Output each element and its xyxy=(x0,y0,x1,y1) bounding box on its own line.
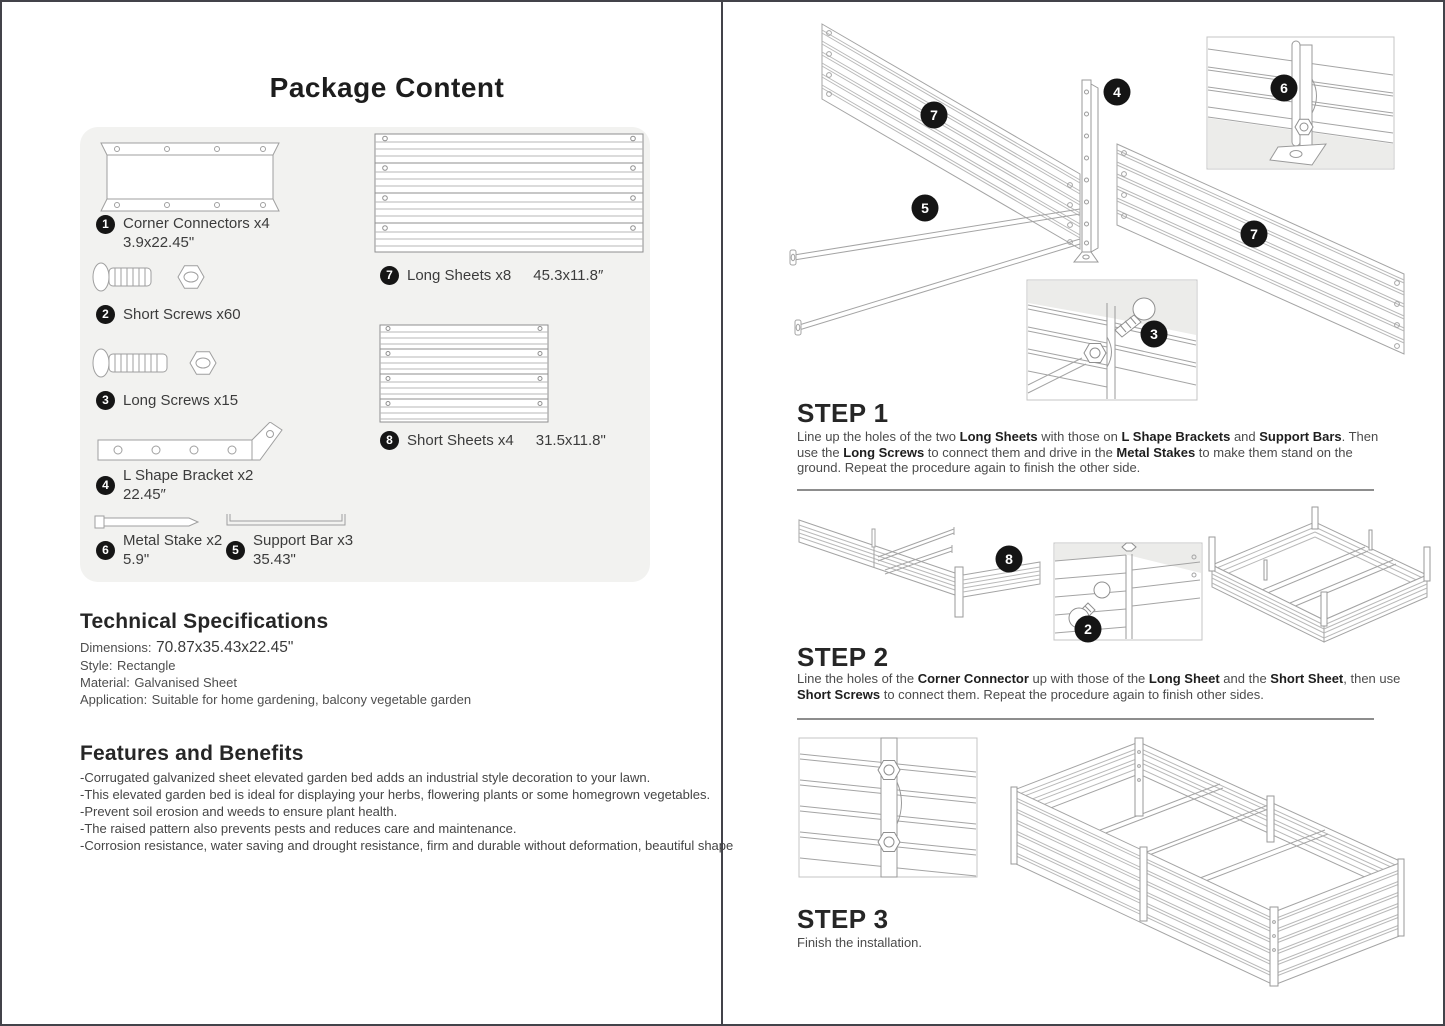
short-screw-drawing xyxy=(90,258,224,296)
callout-8 xyxy=(996,546,1023,573)
spec-row-application xyxy=(80,691,471,709)
step2-title: STEP 2 xyxy=(797,642,889,672)
spec-value: 70.87x35.43x22.45" xyxy=(155,639,294,656)
corner-connector-drawing xyxy=(95,139,285,215)
package-item xyxy=(96,532,222,568)
screw-detail-inset xyxy=(1027,280,1197,400)
item-number-badge: 6 xyxy=(96,541,115,560)
spec-label: Style: xyxy=(80,658,113,673)
assembled-ring xyxy=(1209,507,1430,642)
features-title: Features and Benefits xyxy=(80,742,304,765)
feature-item: -Corrosion resistance, water saving and drought resistance, firm and durable without deformation, beautiful shape xyxy=(80,838,734,853)
tech-specs-title: Technical Specifications xyxy=(80,610,329,633)
svg-text:6: 6 xyxy=(1280,80,1288,96)
step1-diagram xyxy=(730,7,1440,402)
step1-title: STEP 1 xyxy=(797,398,889,428)
svg-text:5: 5 xyxy=(921,200,929,216)
item-number-badge: 7 xyxy=(380,266,399,285)
package-item xyxy=(380,431,606,450)
metal-stake-drawing xyxy=(94,514,200,530)
package-item xyxy=(96,215,270,251)
long-screw-drawing xyxy=(90,344,224,382)
item-number-badge: 8 xyxy=(380,431,399,450)
svg-text:2: 2 xyxy=(1084,621,1092,637)
item-number-badge: 3 xyxy=(96,391,115,410)
item-name: Short Screws x60 xyxy=(123,306,241,323)
callout-5 xyxy=(912,195,939,222)
section-rule xyxy=(797,489,1374,491)
item-number-badge: 4 xyxy=(96,476,115,495)
item-dimension: 31.5x11.8" xyxy=(535,432,606,449)
long-sheets-drawing xyxy=(374,133,644,253)
step3-diagram xyxy=(785,732,1445,1009)
callout-2 xyxy=(1075,616,1102,643)
callout-6 xyxy=(1271,75,1298,102)
spec-label: Application: xyxy=(80,692,148,707)
feature-item: -The raised pattern also prevents pests and reduces care and maintenance. xyxy=(80,821,517,836)
callout-7-right xyxy=(1241,221,1268,248)
bracket-bolt-inset xyxy=(799,738,977,877)
package-item xyxy=(226,532,353,568)
item-name: L Shape Bracket x2 xyxy=(123,467,254,484)
svg-text:8: 8 xyxy=(1005,551,1013,567)
panel-divider xyxy=(721,2,723,1024)
item-number-badge: 5 xyxy=(226,541,245,560)
step3-title: STEP 3 xyxy=(797,904,889,934)
item-name: Short Sheets x4 xyxy=(407,432,514,449)
svg-text:7: 7 xyxy=(1250,226,1258,242)
item-number-badge: 1 xyxy=(96,215,115,234)
svg-text:3: 3 xyxy=(1150,326,1158,342)
spec-label: Dimensions: xyxy=(80,640,152,655)
feature-item: -Corrugated galvanized sheet elevated garden bed adds an industrial style decoration to your lawn. xyxy=(80,770,651,785)
spec-value: Suitable for home gardening, balcony vegetable garden xyxy=(151,692,472,707)
svg-text:7: 7 xyxy=(930,107,938,123)
item-name: Support Bar x3 xyxy=(253,532,354,549)
item-number-badge: 2 xyxy=(96,305,115,324)
support-bar-drawing xyxy=(224,511,348,531)
item-dimension: 35.43" xyxy=(253,551,296,568)
step2-diagram xyxy=(792,505,1442,645)
section-rule xyxy=(797,718,1374,720)
package-item xyxy=(96,391,238,410)
spec-row-dimensions xyxy=(80,639,293,657)
spec-value: Rectangle xyxy=(116,658,176,673)
l-shape-bracket-drawing xyxy=(94,422,294,472)
step1-body: Line up the holes of the two Long Sheets with those on L Shape Brackets and Support Bars. Then use the Long Screws to connect them and drive in the Metal Stakes to make them stand on the ground. Repeat the procedure again to finish the other side. xyxy=(797,429,1379,475)
package-item xyxy=(96,467,253,503)
feature-item: -Prevent soil erosion and weeds to ensure plant health. xyxy=(80,804,398,819)
item-dimension: 3.9x22.45" xyxy=(123,234,195,251)
item-name: Corner Connectors x4 xyxy=(123,215,270,232)
item-name: Long Screws x15 xyxy=(123,392,239,409)
spec-row-style xyxy=(80,657,176,675)
item-dimension: 5.9" xyxy=(123,551,150,568)
callout-7-left xyxy=(921,102,948,129)
step3-body: Finish the installation. xyxy=(797,935,923,950)
short-sheets-drawing xyxy=(379,324,549,423)
page-title: Package Content xyxy=(269,72,505,103)
callout-4 xyxy=(1104,79,1131,106)
item-dimension: 45.3x11.8″ xyxy=(533,267,604,284)
callout-3 xyxy=(1141,321,1168,348)
item-name: Metal Stake x2 xyxy=(123,532,223,549)
spec-label: Material: xyxy=(80,675,130,690)
item-dimension: 22.45″ xyxy=(123,486,166,503)
package-item xyxy=(96,305,241,324)
spec-value: Galvanised Sheet xyxy=(134,675,237,690)
package-item xyxy=(380,266,603,285)
feature-item: -This elevated garden bed is ideal for displaying your herbs, flowering plants or some homegrown vegetables. xyxy=(80,787,711,802)
spec-row-material xyxy=(80,674,237,692)
package-content-box xyxy=(80,127,650,582)
stake-detail-inset xyxy=(1207,37,1394,169)
item-name: Long Sheets x8 xyxy=(407,267,512,284)
step2-body: Line the holes of the Corner Connector up with those of the Long Sheet and the Short Sheet, then use Short Screws to connect them. Repeat the procedure again to finish other sides. xyxy=(797,671,1401,702)
svg-text:4: 4 xyxy=(1113,84,1121,100)
